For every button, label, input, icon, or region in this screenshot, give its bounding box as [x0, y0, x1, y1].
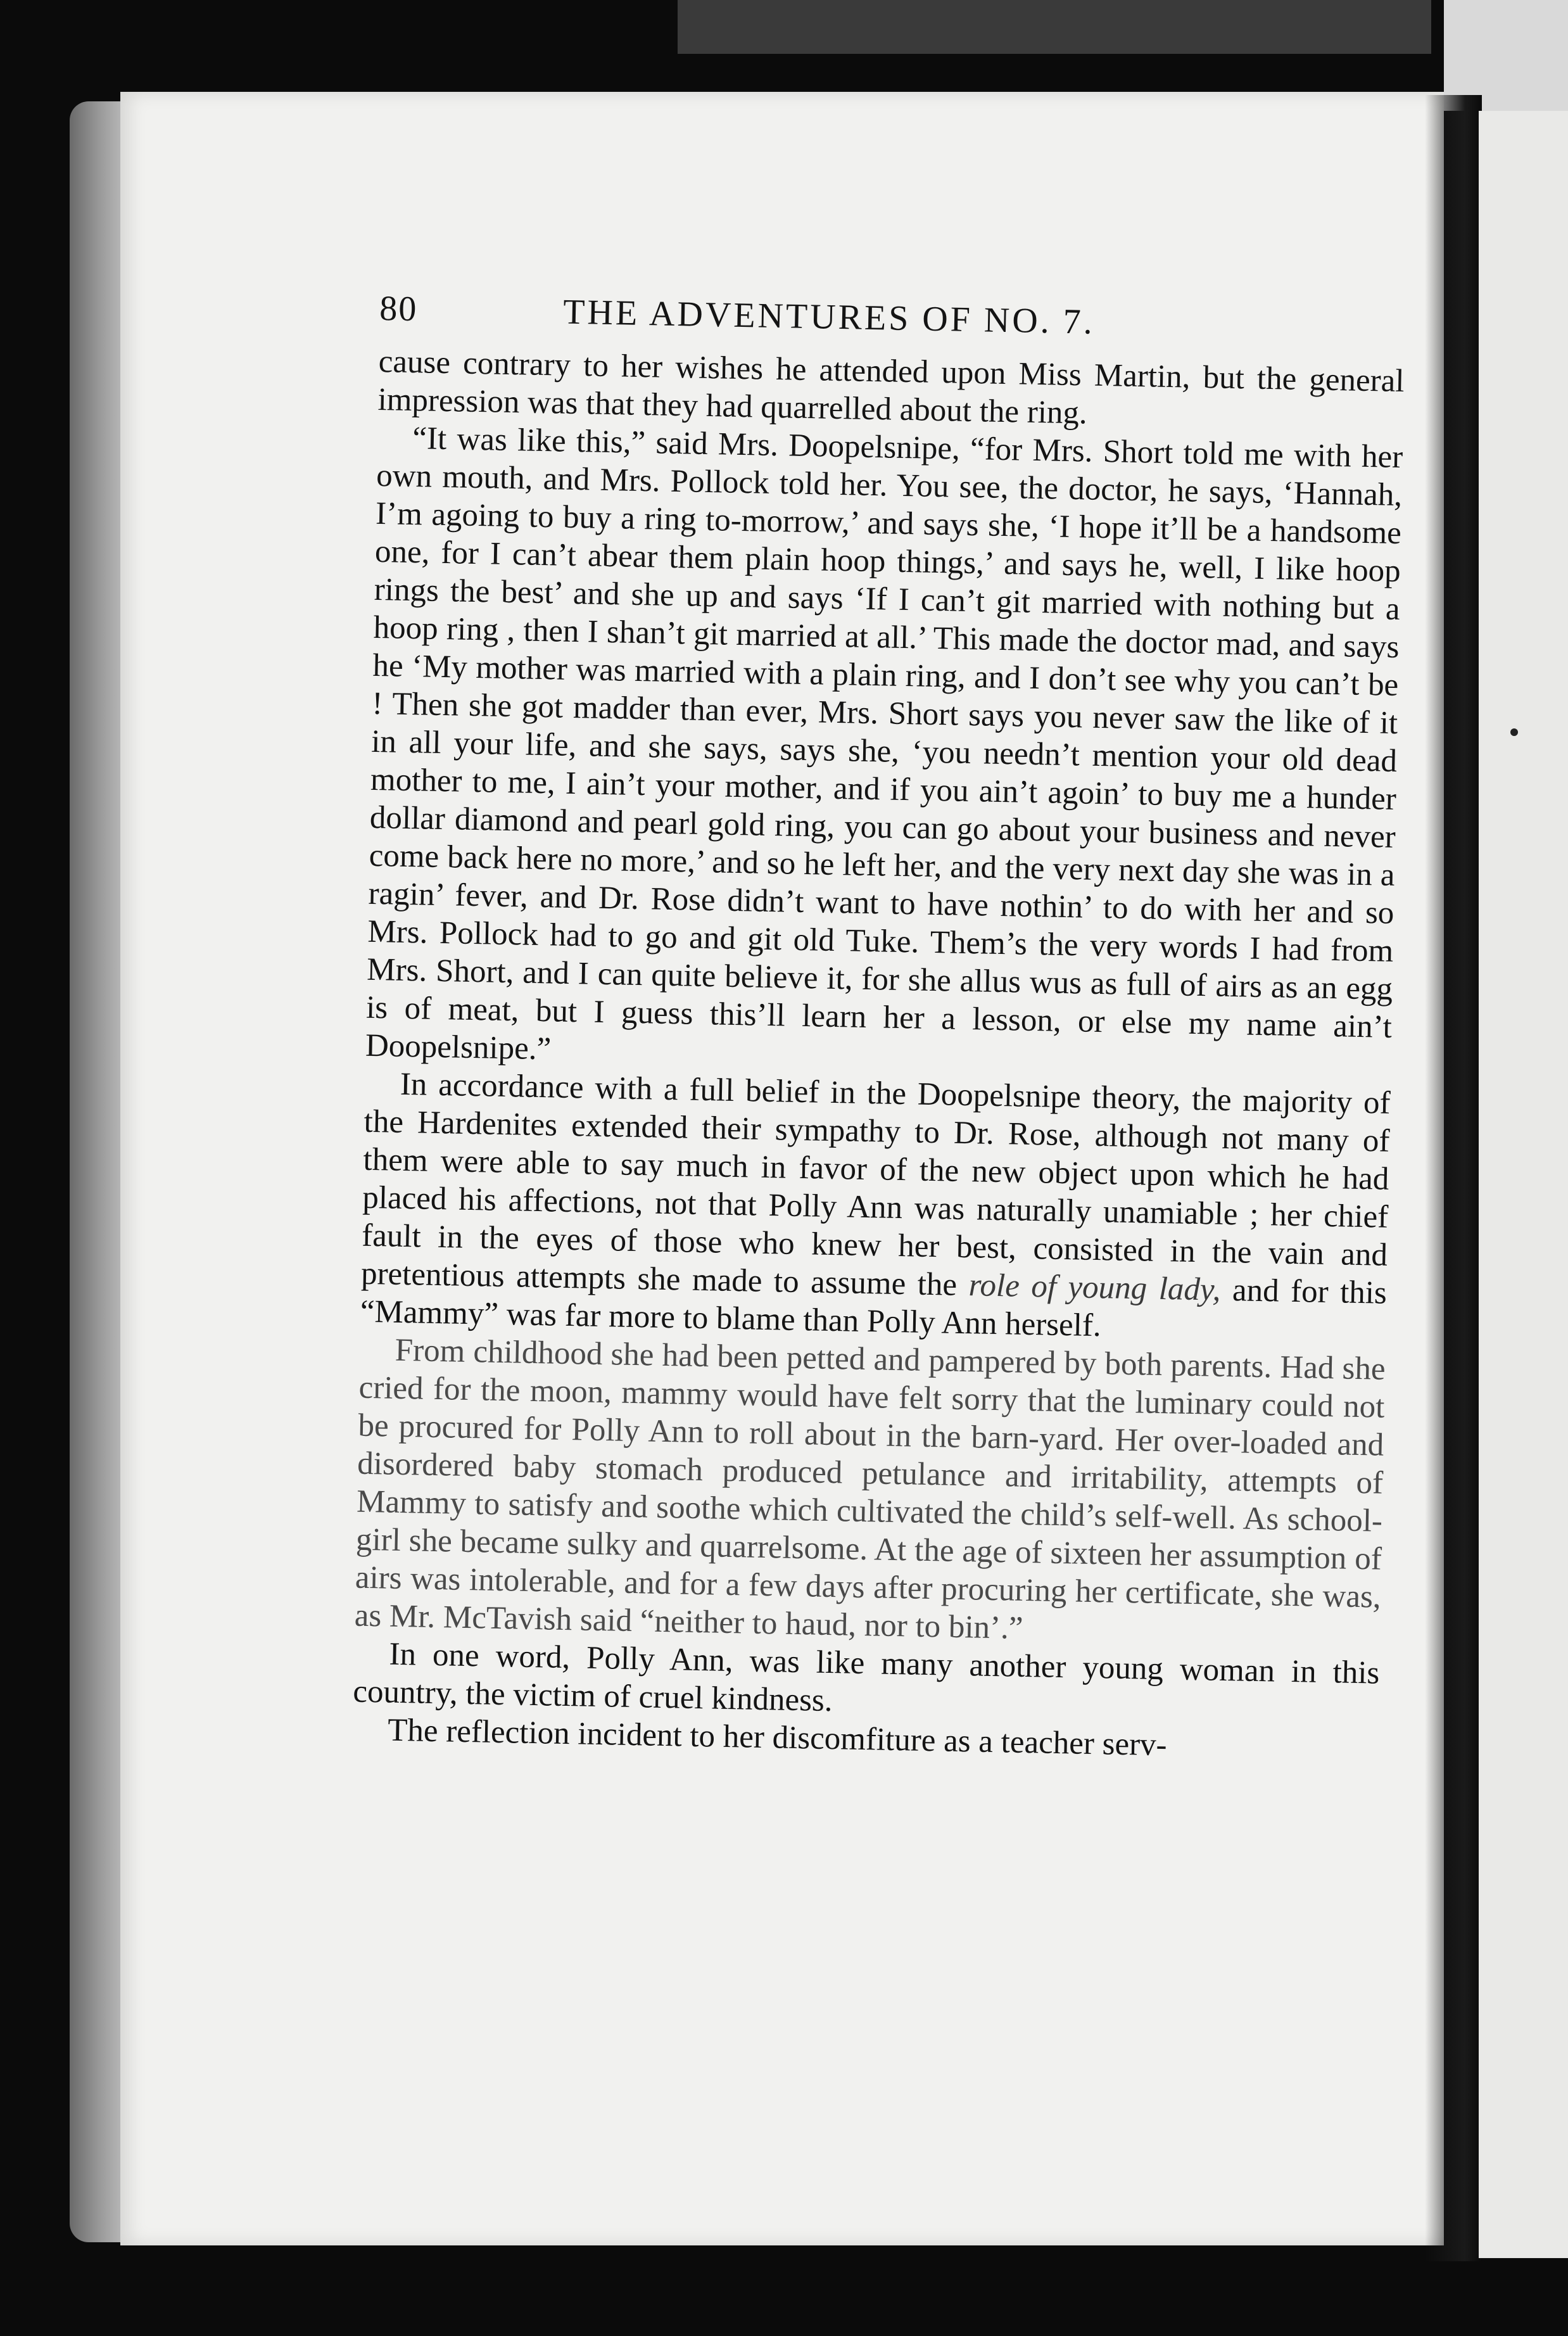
- facing-page-edge: [1479, 111, 1568, 2258]
- paragraph-hardenites-text-a: In accordance with a full belief in the Doopelsnipe theory, the majority of the Hardenites extended their sympathy to Dr. Rose, although not many of them were able to say much in favor of the new object upon which he had placed his affections, not that Polly Ann was naturally unamiable ; her chief fault in the eyes of those who knew her best, consisted in the vain and pretentious attempts she made to assume the: [360, 1066, 1391, 1304]
- paragraph-one-word: In one word, Polly Ann, was like many another young woman in this country, the victim of cruel kindness.: [352, 1636, 1380, 1719]
- ink-speck: [1510, 728, 1518, 736]
- italic-role-of-young-lady: role of young lady,: [968, 1267, 1222, 1308]
- next-page-top-corner: [1444, 0, 1568, 111]
- paragraph-doopelsnipe-quote: “It was like this,” said Mrs. Doopelsnipe, “for Mrs. Short told me with her own mouth, and Mrs. Pollock told her. You see, the doctor, he says, ‘Hannah, I’m agoing to buy a ring to-morrow,’ and says she, ‘I hope it’ll be a handsome one, for I can’t abear them plain hoop things,’ and says he, well, I like hoop rings the best’ and she up and says ‘If I can’t git married with nothing but a hoop ring , then I shan’t git married at all.’ This made the doctor mad, and says he ‘My mother was married with a plain ring, and I don’t see why you can’t be ! Then she got madder than ever, Mrs. Short says you never saw the like of it in all your life, and she says, says she, ‘you needn’t mention your old dead mother to me, I ain’t your mother, and if you ain’t agoin’ to buy me a hunder dollar diamond and pearl gold ring, you can go about your business and never come back here no more,’ and so he left her, and the very next day she was in a ragin’ fever, and Dr. Rose didn’t want to have nothin’ to do with her and so Mrs. Pollock had to go and git old Tuke. Them’s the very words I had from Mrs. Short, and I can quite believe it, for she allus wus as full of airs as an egg is of meat, but I guess this’ll learn her a lesson, or else my name ain’t Doopelsnipe.”: [365, 421, 1403, 1067]
- book-spine-shadow: [1425, 95, 1482, 2261]
- paragraph-childhood: From childhood she had been petted and pampered by both parents. Had she cried for the moon, mammy would have felt sorry that the luminary could not be procured for Polly Ann to roll about in the barn-yard. Her over-loaded and disordered baby stomach produced petulance and irritability, attempts of Mammy to satisfy and soothe which cultivated the child’s self-well. As school-girl she became sulky and quarrelsome. At the age of sixteen her assumption of airs was intolerable, and for a few days after procuring her certificate, she was, as Mr. McTavish said “neither to haud, nor to bin’.”: [354, 1332, 1386, 1646]
- paragraph-continuation: cause contrary to her wishes he attended upon Miss Martin, but the general impression was that they had quarrelled about the ring.: [377, 343, 1405, 431]
- paragraph-hardenites: [360, 1065, 1391, 1350]
- scanner-background-top: [678, 0, 1431, 54]
- paragraph-reflection: The reflection incident to her discomfiture as a teacher serv-: [387, 1712, 1168, 1763]
- running-head-title: THE ADVENTURES OF NO. 7.: [562, 292, 1096, 342]
- paragraph-hardenites-text-b: and for this “Mammy” was far more to blame than Polly Ann herself.: [360, 1272, 1388, 1344]
- page-content: [352, 288, 1406, 1768]
- page-number: 80: [379, 288, 418, 329]
